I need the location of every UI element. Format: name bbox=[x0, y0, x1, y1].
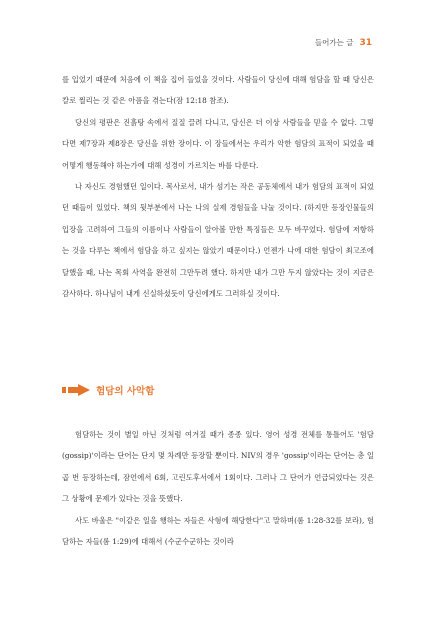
page-number: 31 bbox=[359, 38, 372, 48]
paragraph: 를 입었기 때문에 처음에 이 책을 집어 들었을 것이다. 사람들이 당신에 대해 험담을 할 때 당신은 칼로 찔리는 것 같은 아픔을 겪는다(잠 12:18 참조). bbox=[62, 75, 374, 106]
paragraph: 당신의 평판은 진흙탕 속에서 질질 끌려 다니고, 당신은 더 이상 사람들을 믿을 수 없다. 그렇다면 제7장과 제8장은 당신을 위한 장이다. 이 장들에서는 우리가 악한 험담의 표적이 되었을 때 어떻게 행동해야 하는가에 대해 성경이 가르치는 바를 다룬다. bbox=[62, 117, 374, 170]
orange-arrow-icon bbox=[62, 384, 90, 396]
section-heading-title: 험담의 사악함 bbox=[96, 386, 155, 397]
paragraph: 사도 바울은 "이같은 일을 행하는 자들은 사형에 해당한다"고 말하며(롬 1:28-32를 보라), 험담하는 자들(롬 1:29)에 대해서 (수군수군하는 것이라 bbox=[62, 515, 374, 547]
body-text-after-heading bbox=[62, 424, 374, 552]
paragraph: 나 자신도 경험했던 일이다. 목사로서, 내가 섬기는 작은 공동체에서 내가 험담의 표적이 되었던 때들이 있었다. 책의 뒷부분에서 나는 나의 실제 경험들을 나눌 것이다. (하지만 등장인물들의 입장을 고려하여 그들의 이름이나 사람들이 알아볼 만한 특징들은 모두 바꾸었다. 험담에 저항하는 것을 다루는 책에서 험담을 하고 싶지는 않았기 때문이다.) 언젠가 나에 대한 험담이 최고조에 달했을 때, 나는 목회 사역을 완전히 그만두려 했다. 하지만 내가 그만 두지 않았다는 것이 지금은 감사하다. 하나님이 내게 신실하셨듯이 당신에게도 그러하실 것이다. bbox=[62, 182, 374, 299]
running-header bbox=[315, 37, 372, 48]
body-text-before-heading bbox=[62, 69, 374, 304]
section-heading bbox=[62, 383, 154, 397]
paragraph: 험담하는 것이 별일 아닌 것처럼 여겨질 때가 종종 있다. 영어 성경 전체를 통틀어도 '험담(gossip)'이라는 단어는 단지 몇 차례만 등장할 뿐이다. NIV의 경우 'gossip'이라는 단어는 총 일곱 번 등장하는데, 잠언에서 6회, 고린도후서에서 1회이다. 그러나 그 단어가 언급되었다는 것은 그 상황에 문제가 있다는 것을 뜻했다. bbox=[62, 430, 374, 504]
running-header-section: 들어가는 글 bbox=[314, 38, 354, 47]
